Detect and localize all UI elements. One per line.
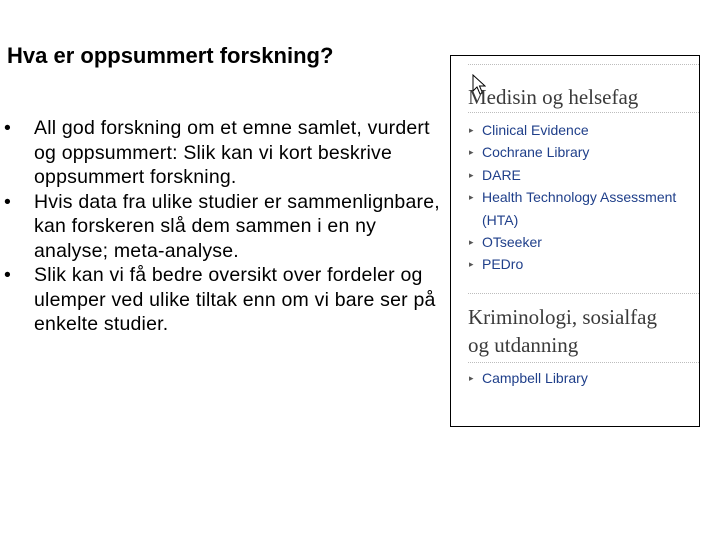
- divider: [468, 362, 699, 363]
- list-item[interactable]: [468, 253, 700, 275]
- link-list-kriminologi: [468, 367, 700, 389]
- link-health-technology-assessment[interactable]: Health Technology Assessment: [482, 189, 677, 206]
- link-otseeker[interactable]: OTseeker: [482, 234, 542, 251]
- bullet-item: [4, 263, 454, 337]
- bullet-dot: •: [4, 264, 12, 286]
- link-list-medisin: [468, 119, 700, 276]
- chevron-right-icon: ▸: [469, 147, 474, 158]
- link-cochrane-library[interactable]: Cochrane Library: [482, 144, 590, 161]
- section-heading-kriminologi-line2: og utdanning: [468, 333, 579, 357]
- link-clinical-evidence[interactable]: Clinical Evidence: [482, 122, 589, 138]
- chevron-right-icon: ▸: [469, 125, 474, 135]
- link-pedro[interactable]: PEDro: [482, 256, 524, 273]
- divider: [468, 293, 699, 294]
- database-screenshot-panel: [450, 55, 700, 427]
- bullet-text: All god forskning om et emne samlet, vurdert og oppsummert: Slik kan vi kort beskrive oppsummert forskning.: [34, 117, 430, 188]
- list-item[interactable]: [468, 367, 700, 389]
- bullet-dot: •: [4, 190, 12, 213]
- bullet-item: [4, 116, 454, 190]
- section-heading-medisin: Medisin og helsefag: [468, 85, 639, 109]
- list-item[interactable]: [468, 119, 700, 141]
- list-item[interactable]: [468, 141, 700, 163]
- link-dare[interactable]: DARE: [482, 166, 521, 183]
- link-hta-continuation[interactable]: (HTA): [482, 211, 519, 228]
- bullet-item: [4, 190, 454, 264]
- link-campbell-library[interactable]: Campbell Library: [482, 370, 588, 386]
- divider: [468, 64, 699, 65]
- list-item[interactable]: [468, 231, 700, 253]
- bullet-list: [4, 116, 454, 337]
- list-item[interactable]: [468, 164, 700, 186]
- divider: [468, 112, 699, 113]
- bullet-text: Hvis data fra ulike studier er sammenlignbare, kan forskeren slå dem sammen i en ny analyse; meta-analyse.: [34, 190, 440, 262]
- chevron-right-icon: ▸: [469, 237, 474, 248]
- list-item[interactable]: [468, 186, 700, 208]
- chevron-right-icon: ▸: [469, 169, 474, 180]
- bullet-text: Slik kan vi få bedre oversikt over fordeler og ulemper ved ulike tiltak enn om vi bare ser på enkelte studier.: [34, 264, 436, 335]
- chevron-right-icon: ▸: [469, 259, 474, 270]
- bullet-dot: •: [4, 117, 12, 139]
- slide-title: Hva er oppsummert forskning?: [7, 43, 334, 68]
- section-heading-kriminologi-line1: Kriminologi, sosialfag: [468, 305, 657, 329]
- chevron-right-icon: ▸: [469, 192, 474, 203]
- chevron-right-icon: ▸: [469, 373, 474, 383]
